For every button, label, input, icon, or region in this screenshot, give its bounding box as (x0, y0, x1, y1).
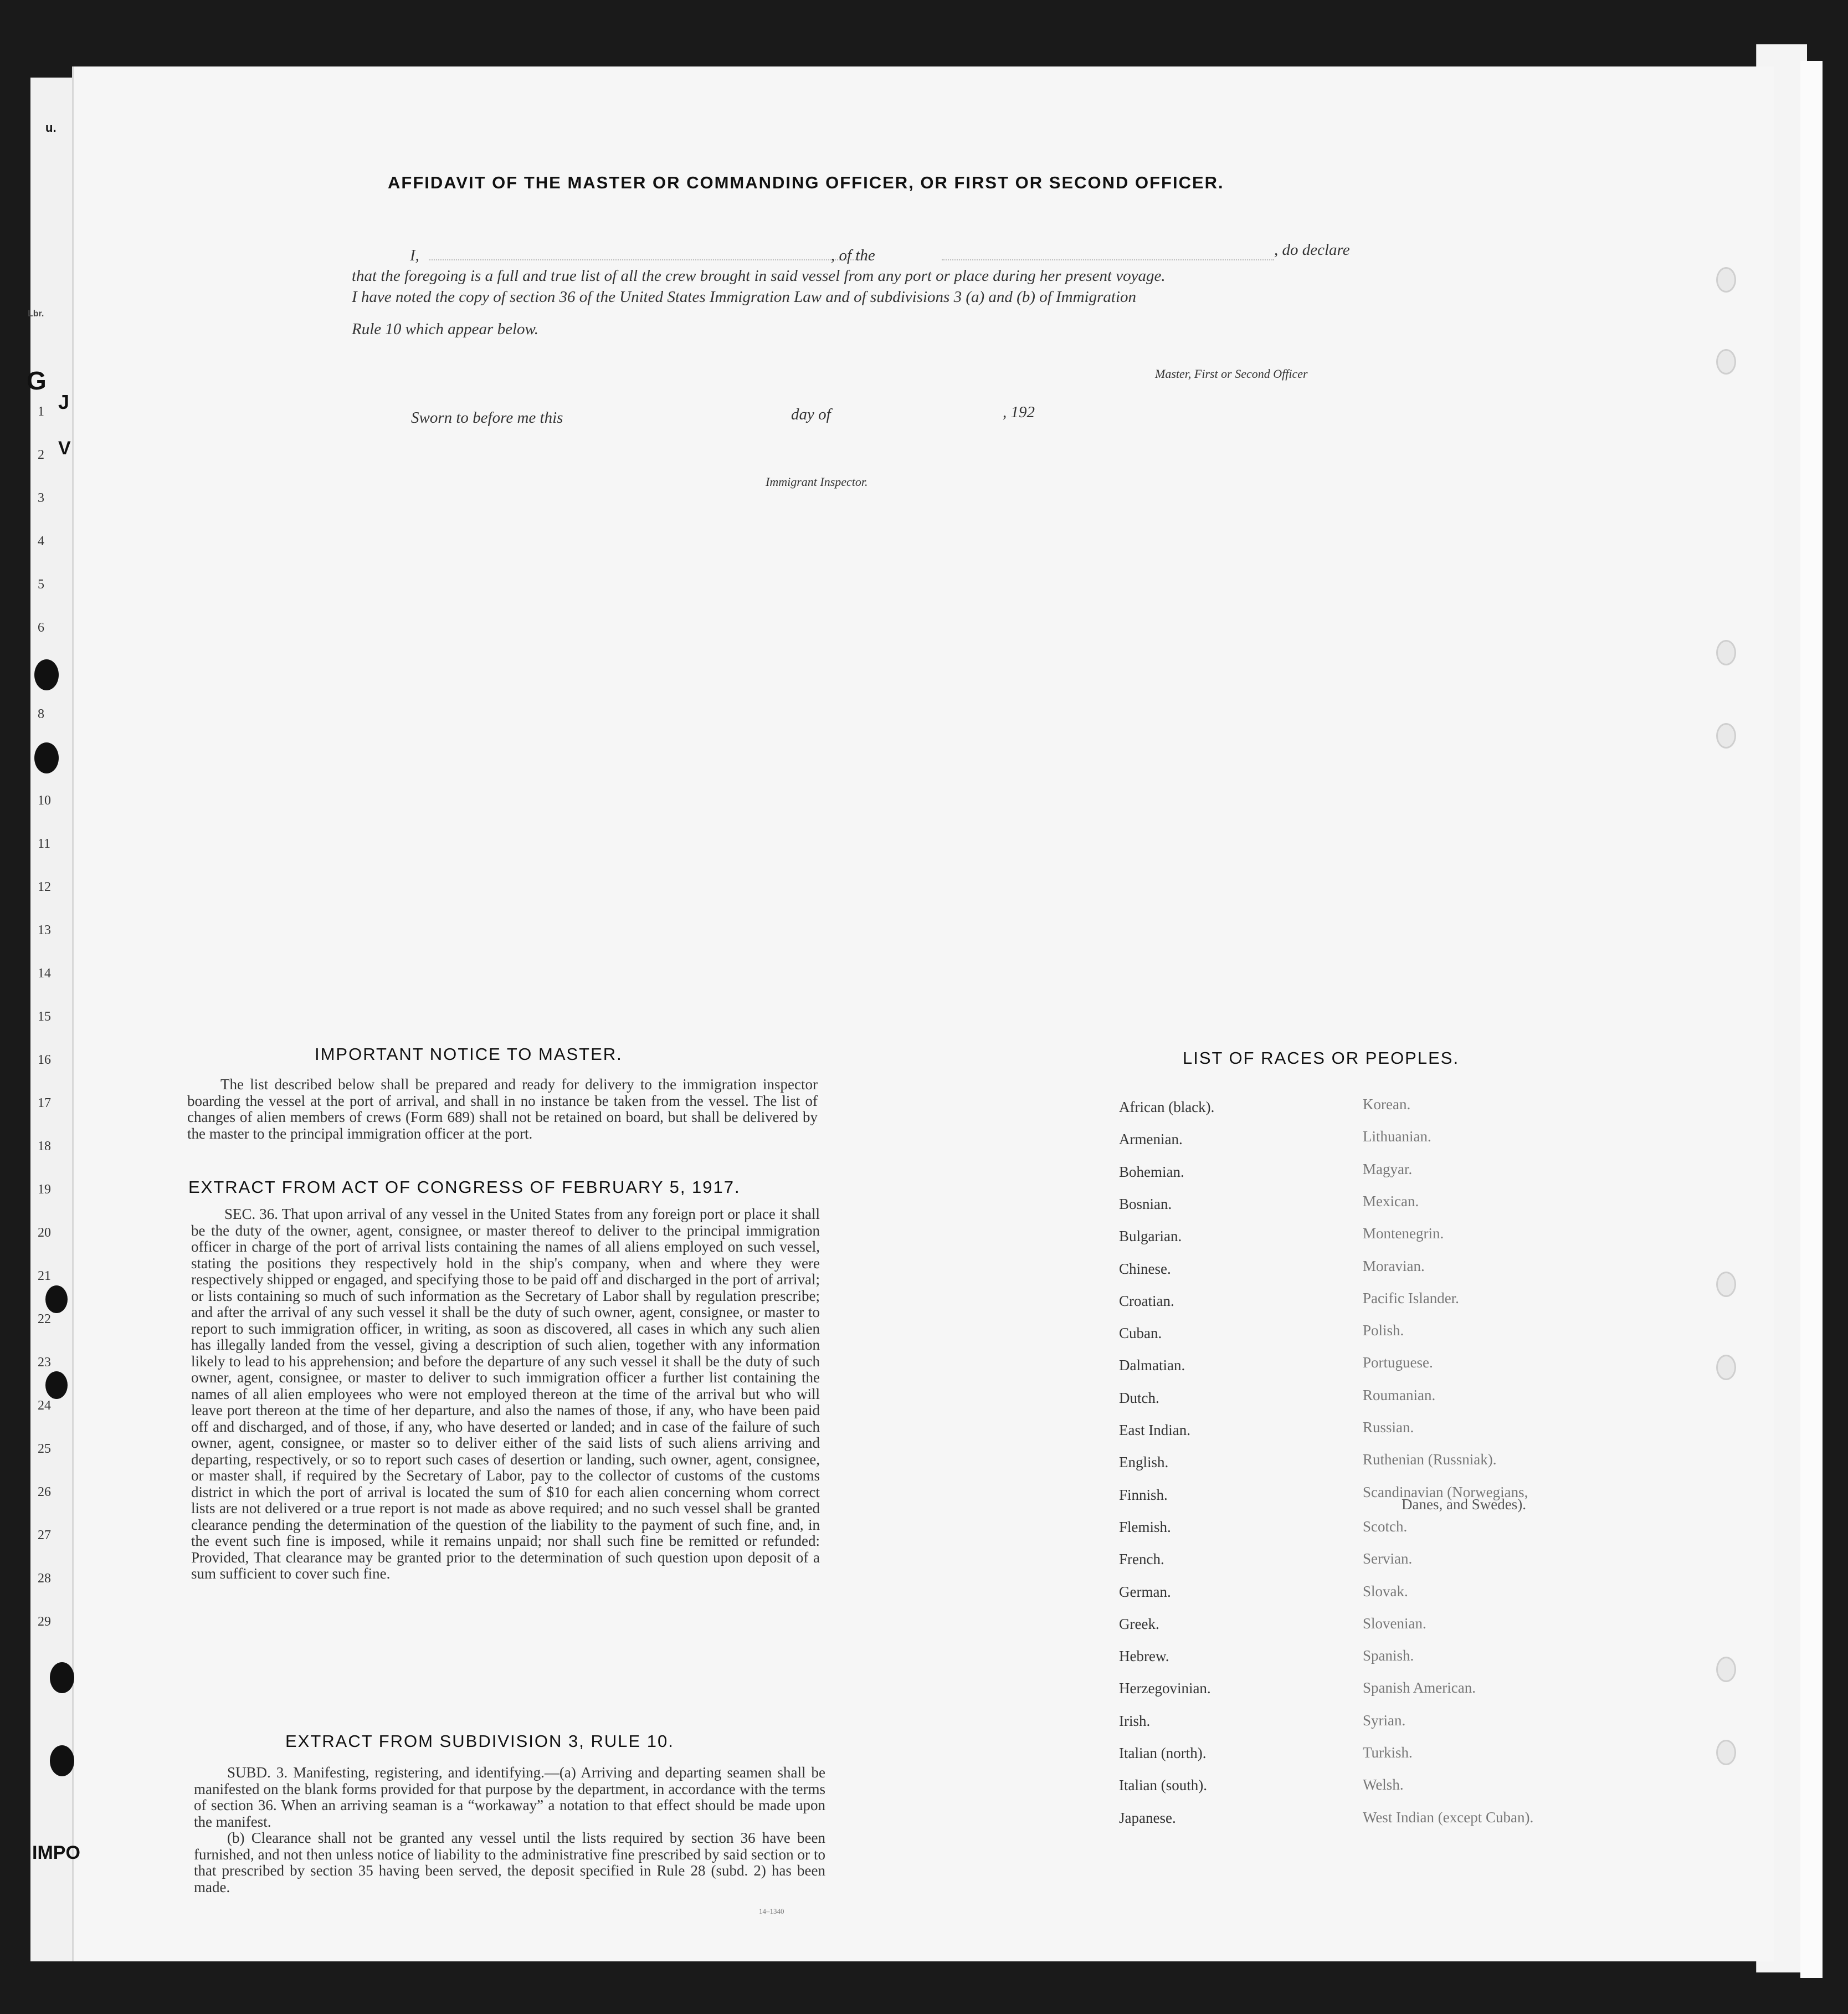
race-item: Japanese. (1119, 1809, 1176, 1826)
affidavit-line3: I have noted the copy of section 36 of the United States Immigration Law and of subdivisions 3 (a) and (b) of Immigration (352, 288, 1137, 306)
affidavit-line4: Rule 10 which appear below. (352, 320, 538, 338)
race-item: Roumanian. (1363, 1386, 1436, 1403)
race-item: West Indian (except Cuban). (1363, 1808, 1534, 1826)
back-sheet-edge (1800, 61, 1823, 1978)
race-item: Slovenian. (1363, 1615, 1426, 1632)
row-number: 22 (38, 1312, 51, 1326)
race-item: Magyar. (1363, 1160, 1413, 1177)
notice-paragraph: The list described below shall be prepared and ready for delivery to the immigration inspector boarding the vessel at the port of arrival, and shall in no instance be taken from the vessel. The list of changes of alien members of crews (Form 689) shall not be retained on board, but shall be delivered by the master to the principal immigration officer at the port. (187, 1076, 818, 1142)
row-number: 16 (38, 1053, 51, 1067)
race-item: Italian (south). (1119, 1777, 1207, 1794)
punch-hole (1716, 1355, 1736, 1380)
race-item: Dalmatian. (1119, 1357, 1185, 1374)
race-item: Irish. (1119, 1712, 1151, 1729)
row-number: 15 (38, 1009, 51, 1024)
margin-letter-v: V (58, 438, 71, 459)
margin-label-lbr: Lbr. (28, 309, 44, 319)
race-item: Mexican. (1363, 1192, 1419, 1210)
race-item: Scotch. (1363, 1518, 1408, 1535)
punch-hole (1716, 1657, 1736, 1682)
row-number: 8 (38, 707, 44, 721)
row-number: 11 (38, 837, 51, 851)
race-item: Lithuanian. (1363, 1128, 1431, 1145)
affidavit-line2: that the foregoing is a full and true list of all the crew brought in said vessel from any port or place during her present voyage. (352, 267, 1166, 285)
margin-tab-impo: IMPO (32, 1842, 80, 1863)
race-item: Montenegrin. (1363, 1225, 1444, 1242)
punch-hole (1716, 349, 1736, 375)
race-item: Flemish. (1119, 1518, 1171, 1535)
sworn-day: day of (791, 406, 831, 423)
race-item: Scandinavian (Norwegians, (1363, 1483, 1528, 1500)
race-item: Servian. (1363, 1550, 1413, 1567)
race-item: Bohemian. (1119, 1163, 1184, 1180)
row-number: 17 (38, 1096, 51, 1110)
punch-hole (1716, 1740, 1736, 1765)
row-number: 19 (38, 1182, 51, 1197)
act-extract-title: EXTRACT FROM ACT OF CONGRESS OF FEBRUARY 5, 1917. (188, 1177, 741, 1197)
row-number: 29 (38, 1615, 51, 1629)
name-blank (429, 259, 867, 260)
row-number: 21 (38, 1269, 51, 1283)
race-item: Slovak. (1363, 1582, 1408, 1600)
row-number: 26 (38, 1485, 51, 1499)
race-item: East Indian. (1119, 1422, 1190, 1438)
margin-letter-u: u. (45, 121, 57, 135)
row-number: 1 (38, 404, 44, 419)
race-item: Croatian. (1119, 1292, 1174, 1309)
race-item: Ruthenian (Russniak). (1363, 1451, 1497, 1468)
row-number: 2 (38, 448, 44, 462)
row-number: 4 (38, 534, 44, 549)
punch-hole (1716, 723, 1736, 749)
affidavit-title: AFFIDAVIT OF THE MASTER OR COMMANDING OFFICER, OR FIRST OR SECOND OFFICER. (388, 173, 1224, 192)
race-item: German. (1119, 1583, 1171, 1600)
race-item: Spanish. (1363, 1647, 1414, 1664)
row-number: 6 (38, 621, 44, 635)
row-number: 13 (38, 923, 51, 937)
row-number: 23 (38, 1355, 51, 1370)
race-item: Portuguese. (1363, 1354, 1433, 1371)
row-number: 20 (38, 1226, 51, 1240)
race-item: African (black). (1119, 1099, 1215, 1115)
race-item: Spanish American. (1363, 1679, 1476, 1697)
punch-hole (45, 1371, 68, 1399)
punch-hole (45, 1285, 68, 1313)
race-item: Chinese. (1119, 1260, 1171, 1277)
race-item: Korean. (1363, 1096, 1411, 1113)
margin-letter-g: G (27, 366, 47, 395)
row-number: 27 (38, 1528, 51, 1542)
row-number: 18 (38, 1139, 51, 1154)
sworn-start: Sworn to before me this (411, 409, 563, 427)
vessel-blank (942, 259, 1274, 260)
punch-hole (50, 1662, 74, 1693)
subdivision-a-paragraph: SUBD. 3. Manifesting, registering, and identifying.—(a) Arriving and departing seamen shall be manifested on the blank forms provided for that purpose by the department, in accordance with the terms of section 36. When an arriving seaman is a “workaway” a notation to that effect should be made upon the manifest. (194, 1764, 825, 1830)
notice-title: IMPORTANT NOTICE TO MASTER. (315, 1044, 623, 1064)
punch-hole (34, 742, 59, 773)
document-page (72, 66, 1774, 1961)
race-item: Italian (north). (1119, 1745, 1207, 1761)
row-number: 28 (38, 1571, 51, 1586)
row-number: 10 (38, 793, 51, 808)
act-extract-body (191, 1206, 820, 1582)
affidavit-line1-start: I, (410, 247, 419, 264)
section-36-paragraph: SEC. 36. That upon arrival of any vessel in the United States from any foreign port or place it shall be the duty of the owner, agent, consignee, or master thereof to deliver to the principal immigration officer in charge of the port of arrival lists containing the names of all aliens employed on such vessel, stating the positions they respectively hold in the ship's company, when and where they were respectively shipped or engaged, and specifying those to be paid off and discharged in the port of arrival; or lists containing so much of such information as the Secretary of Labor shall by regulation prescribe; and after the arrival of any such vessel it shall be the duty of such owner, agent, consignee, or master to report to such immigration officer, in writing, as soon as discovered, all cases in which any such alien has illegally landed from the vessel, giving a description of such alien, together with any information likely to lead to his apprehension; and before the departure of any such vessel it shall be the duty of such owner, agent, consignee, or master to deliver to such immigration officer a further list containing the names of all alien employees who were not employed thereon at the time of the arrival but who will leave port thereon at the time of her departure, and also the names of those, if any, who have been paid off and discharged, and of those, if any, who have deserted or landed; and in case of the failure of such owner, agent, consignee, or master so to deliver either of the said lists of such aliens arriving and departing, respectively, or so to report such cases of desertion or landing, such owner, agent, consignee, or master shall, if required by the Secretary of Labor, pay to the collector of customs of the customs district in which the port of arrival is located the sum of $10 for each alien concerning whom correct lists are not delivered or a true report is not made as above required; and no such vessel shall be granted clearance pending the determination of the question of the liability to the payment of such fine, and, in the event such fine is imposed, while it remains unpaid; nor shall such fine be remitted or refunded: Provided, That clearance may be granted prior to the determination of such question upon deposit of a sum sufficient to cover such fine. (191, 1206, 820, 1582)
margin-letter-j: J (58, 391, 70, 413)
affidavit-line1-end: , do declare (1274, 241, 1350, 259)
punch-hole (1716, 267, 1736, 293)
race-item: Welsh. (1363, 1776, 1404, 1793)
race-item-continuation: Danes, and Swedes). (1402, 1496, 1526, 1513)
race-item: Bulgarian. (1119, 1228, 1182, 1245)
inspector-label: Immigrant Inspector. (766, 475, 868, 489)
race-item: Herzegovinian. (1119, 1680, 1211, 1697)
notice-body (187, 1077, 818, 1142)
race-item: Hebrew. (1119, 1648, 1169, 1665)
row-number: 25 (38, 1442, 51, 1456)
row-number: 3 (38, 491, 44, 505)
race-item: Dutch. (1119, 1389, 1159, 1406)
race-item: Russian. (1363, 1419, 1414, 1436)
race-item: Moravian. (1363, 1257, 1425, 1274)
sworn-year: , 192 (1003, 403, 1035, 421)
race-item: Polish. (1363, 1322, 1404, 1339)
row-number: 12 (38, 880, 51, 894)
punch-hole (50, 1745, 74, 1776)
race-item: Armenian. (1119, 1131, 1183, 1148)
race-item: English. (1119, 1454, 1169, 1471)
race-item: Bosnian. (1119, 1195, 1172, 1212)
form-number: 14–1340 (759, 1907, 784, 1915)
rule-extract-body (194, 1765, 825, 1895)
race-item: Turkish. (1363, 1744, 1413, 1761)
race-item: Pacific Islander. (1363, 1289, 1459, 1306)
punch-hole (1716, 640, 1736, 665)
race-item: Syrian. (1363, 1711, 1406, 1729)
punch-hole (34, 659, 59, 690)
signature-label: Master, First or Second Officer (1155, 367, 1308, 381)
race-item: Greek. (1119, 1615, 1159, 1632)
rule-extract-title: EXTRACT FROM SUBDIVISION 3, RULE 10. (285, 1731, 674, 1751)
race-item: Cuban. (1119, 1325, 1162, 1342)
punch-hole (1716, 1272, 1736, 1297)
races-title: LIST OF RACES OR PEOPLES. (1183, 1048, 1460, 1068)
race-item: Finnish. (1119, 1486, 1168, 1503)
row-number: 14 (38, 966, 51, 981)
row-number: 24 (38, 1398, 51, 1413)
race-item: French. (1119, 1551, 1164, 1568)
affidavit-line1-mid: , of the (831, 247, 875, 264)
row-number: 5 (38, 577, 44, 592)
subdivision-b-paragraph: (b) Clearance shall not be granted any vessel until the lists required by section 36 have been furnished, and not then unless notice of liability to the administrative fine prescribed by said section or to that prescribed by section 35 having been served, the deposit specified in Rule 28 (subd. 2) has been made. (194, 1829, 825, 1895)
